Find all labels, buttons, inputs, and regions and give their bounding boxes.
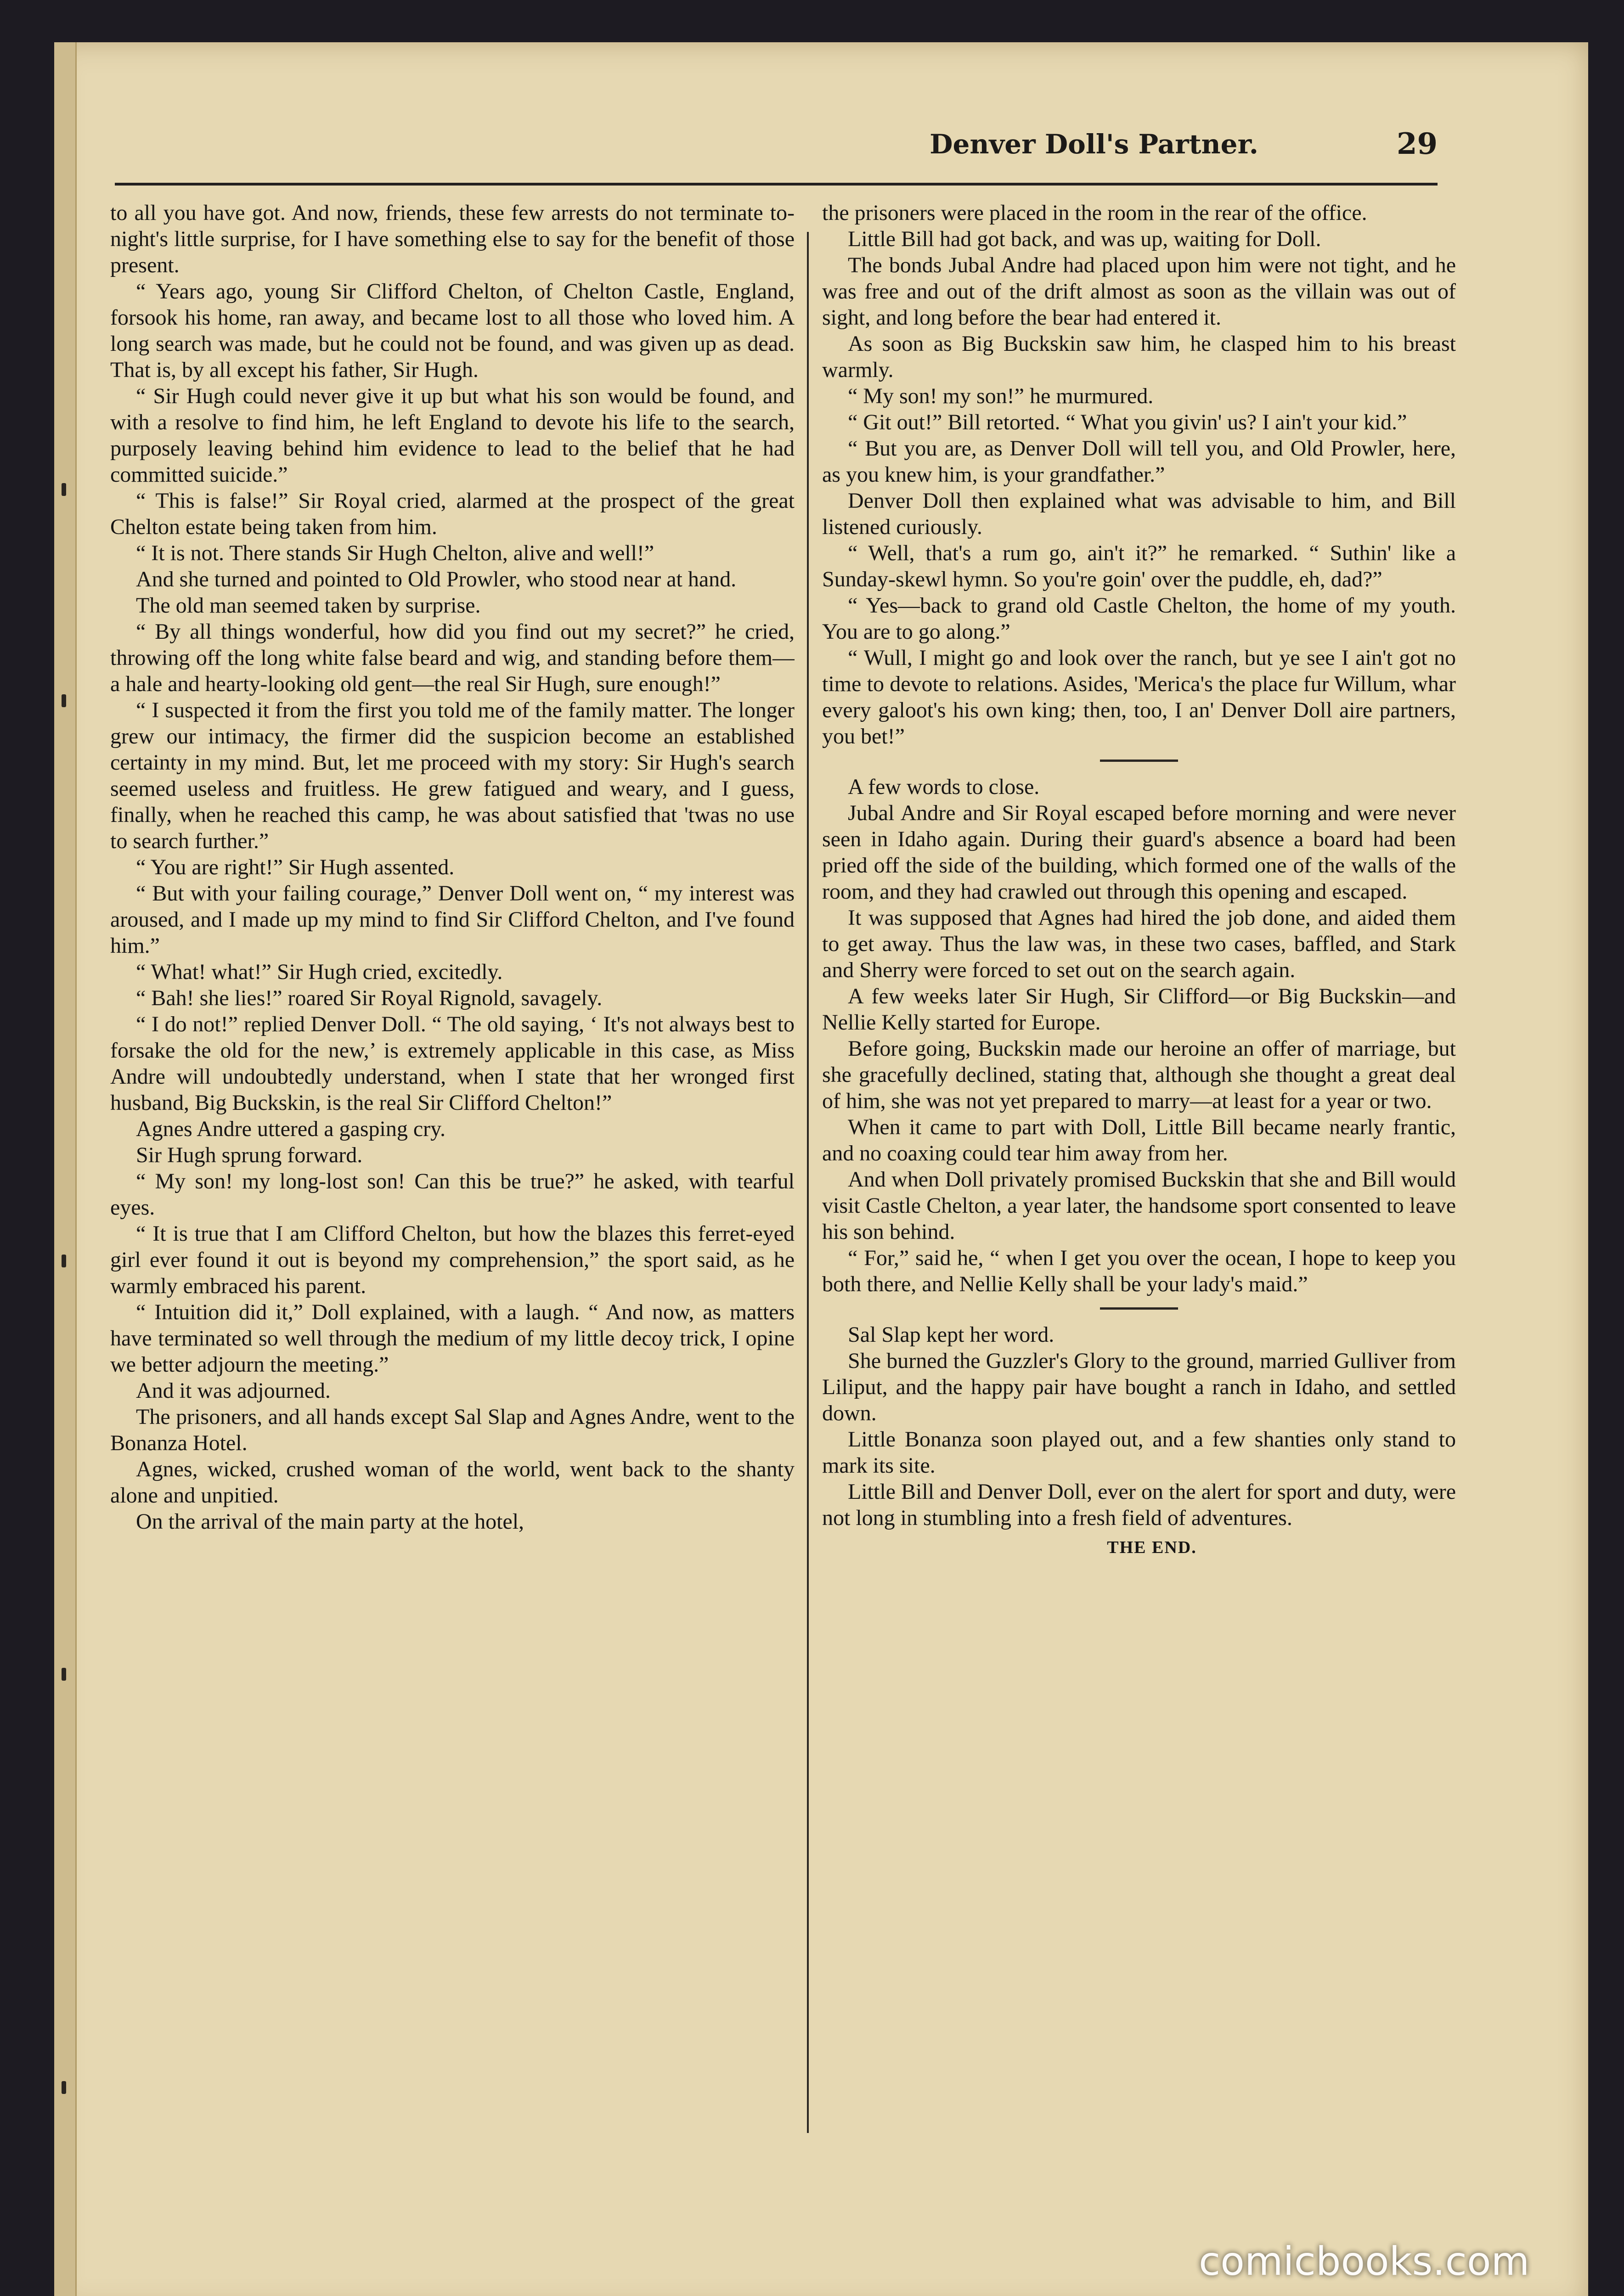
page-header — [115, 124, 1451, 179]
paragraph: Denver Doll then explained what was advisable to him, and Bill listened curiously. — [822, 489, 1456, 539]
paragraph: “ For,” said he, “ when I get you over the ocean, I hope to keep you both there, and Nellie Kelly shall be your lady's maid.” — [822, 1246, 1456, 1296]
paragraph: She burned the Guzzler's Glory to the ground, married Gulliver from Liliput, and the happy pair have bought a ranch in Idaho, and settled down. — [822, 1349, 1456, 1425]
binding-stitch — [62, 1668, 66, 1681]
paragraph: Agnes Andre uttered a gasping cry. — [136, 1117, 446, 1141]
left-column — [110, 200, 795, 2174]
paragraph: When it came to part with Doll, Little Bill became nearly frantic, and no coaxing could tear him away from her. — [822, 1115, 1456, 1165]
paragraph: “ My son! my son!” he murmured. — [848, 384, 1154, 408]
paragraph: “ It is not. There stands Sir Hugh Chelton, alive and well!” — [136, 541, 654, 565]
the-end-mark: THE END. — [1107, 1538, 1197, 1557]
paragraph: A few weeks later Sir Hugh, Sir Clifford—or Big Buckskin—and Nellie Kelly started for Europe. — [822, 984, 1456, 1035]
binding-stitch — [62, 483, 66, 496]
paragraph: “ You are right!” Sir Hugh assented. — [136, 855, 455, 879]
paragraph: Sal Slap kept her word. — [848, 1322, 1054, 1347]
paragraph: “ Years ago, young Sir Clifford Chelton, of Chelton Castle, England, forsook his home, ran away, and became lost to all those who loved him. A long search was made, but he could not be found, and was given up as dead. That is, by all except his father, Sir Hugh. — [110, 279, 795, 382]
paragraph: “ Yes—back to grand old Castle Chelton, the home of my youth. You are to go along.” — [822, 593, 1456, 644]
paragraph: “ I suspected it from the first you told me of the family matter. The longer grew our intimacy, the firmer did the suspicion become an established certainty in my mind. But, let me proceed with my story: Sir Hugh's search seemed useless and fruitless. He grew fatigued and weary, and I guess, finally, when he reached this camp, he was about satisfied that 'twas no use to search further.” — [110, 698, 795, 853]
paragraph: “ Well, that's a rum go, ain't it?” he remarked. “ Suthin' like a Sunday-skewl hymn. So you're goin' over the puddle, eh, dad?” — [822, 541, 1456, 591]
paragraph: And when Doll privately promised Buckskin that she and Bill would visit Castle Chelton, a year later, the handsome sport consented to leave his son behind. — [822, 1167, 1456, 1244]
paragraph: And it was adjourned. — [136, 1379, 331, 1403]
site-watermark: comicbooks.com — [1199, 2239, 1530, 2285]
binding-stitch — [62, 1255, 66, 1267]
section-divider — [1100, 760, 1178, 762]
paragraph: The bonds Jubal Andre had placed upon him were not tight, and he was free and out of the drift almost as soon as the villain was out of sight, and long before the bear had entered it. — [822, 253, 1456, 330]
paragraph: “ But with your failing courage,” Denver Doll went on, “ my interest was aroused, and I made up my mind to find Sir Clifford Chelton, and I've found him.” — [110, 881, 795, 958]
paragraph: “ This is false!” Sir Royal cried, alarmed at the prospect of the great Chelton estate being taken from him. — [110, 489, 795, 539]
page-number: 29 — [1396, 127, 1438, 161]
paragraph: The prisoners, and all hands except Sal Slap and Agnes Andre, went to the Bonanza Hotel. — [110, 1405, 795, 1455]
paragraph: “ Bah! she lies!” roared Sir Royal Rignold, savagely. — [136, 986, 603, 1010]
paragraph: “ It is true that I am Clifford Chelton, but how the blazes this ferret-eyed girl ever found it out is beyond my comprehension,” the sport said, as he warmly embraced his parent. — [110, 1221, 795, 1298]
paragraph: Little Bill had got back, and was up, waiting for Doll. — [848, 227, 1321, 251]
paragraph: Little Bill and Denver Doll, ever on the alert for sport and duty, were not long in stumbling into a fresh field of adventures. — [822, 1480, 1456, 1530]
running-title: Denver Doll's Partner. — [930, 129, 1258, 160]
paragraph: And she turned and pointed to Old Prowler, who stood near at hand. — [136, 567, 737, 591]
header-rule — [115, 183, 1438, 186]
paragraph: Agnes, wicked, crushed woman of the world, went back to the shanty alone and unpitied. — [110, 1457, 795, 1508]
right-column — [822, 200, 1456, 2174]
binding-stitch — [62, 694, 66, 707]
paragraph: Little Bonanza soon played out, and a few shanties only stand to mark its site. — [822, 1427, 1456, 1478]
binding-stitch — [62, 2081, 66, 2094]
paragraph: “ What! what!” Sir Hugh cried, excitedly. — [136, 960, 503, 984]
paragraph: Jubal Andre and Sir Royal escaped before morning and were never seen in Idaho again. During their guard's absence a board had been pried off the side of the building, which formed one of the walls of the room, and they had crawled out through this opening and escaped. — [822, 801, 1456, 904]
paragraph: Before going, Buckskin made our heroine an offer of marriage, but she gracefully declined, stating that, although she thought a great deal of him, she was not yet prepared to marry—at least for a year or two. — [822, 1036, 1456, 1113]
paragraph: “ Git out!” Bill retorted. “ What you givin' us? I ain't your kid.” — [848, 410, 1407, 434]
paragraph: the prisoners were placed in the room in the rear of the office. — [822, 201, 1367, 225]
book-spine — [54, 42, 77, 2296]
paragraph: “ I do not!” replied Denver Doll. “ The old saying, ‘ It's not always best to forsake the old for the new,’ is extremely applicable in this case, as Miss Andre will undoubtedly understand, when I state that her wronged first husband, Big Buckskin, is the real Sir Clifford Chelton!” — [110, 1012, 795, 1115]
column-divider — [807, 232, 809, 2133]
paragraph: As soon as Big Buckskin saw him, he clasped him to his breast warmly. — [822, 332, 1456, 382]
paragraph: Sir Hugh sprung forward. — [136, 1143, 363, 1167]
paragraph: “ But you are, as Denver Doll will tell you, and Old Prowler, here, as you knew him, is your grandfather.” — [822, 436, 1456, 487]
paragraph: “ My son! my long-lost son! Can this be true?” he asked, with tearful eyes. — [110, 1169, 795, 1220]
paragraph: to all you have got. And now, friends, these few arrests do not terminate to-night's little surprise, for I have something else to say for the benefit of those present. — [110, 201, 795, 277]
paragraph: It was supposed that Agnes had hired the job done, and aided them to get away. Thus the law was, in these two cases, baffled, and Stark and Sherry were forced to set out on the search again. — [822, 906, 1456, 982]
paragraph: A few words to close. — [848, 775, 1040, 799]
paragraph: The old man seemed taken by surprise. — [136, 593, 481, 618]
paragraph: “ By all things wonderful, how did you find out my secret?” he cried, throwing off the long white false beard and wig, and standing before them—a hale and hearty-looking old gent—the real Sir Hugh, sure enough!” — [110, 619, 795, 696]
paragraph: “ Intuition did it,” Doll explained, with a laugh. “ And now, as matters have terminated so well through the medium of my little decoy trick, I opine we better adjourn the meeting.” — [110, 1300, 795, 1377]
section-divider — [1100, 1307, 1178, 1310]
paragraph: “ Sir Hugh could never give it up but what his son would be found, and with a resolve to find him, he left England to devote his life to the search, purposely leaving behind him evidence to lead to the belief that he had committed suicide.” — [110, 384, 795, 487]
paragraph: On the arrival of the main party at the hotel, — [136, 1509, 524, 1534]
paragraph: “ Wull, I might go and look over the ranch, but ye see I ain't got no time to devote to relations. Asides, 'Merica's the place fur Willum, whar every galoot's his own king; then, too, I an' Denver Doll aire partners, you bet!” — [822, 646, 1456, 748]
